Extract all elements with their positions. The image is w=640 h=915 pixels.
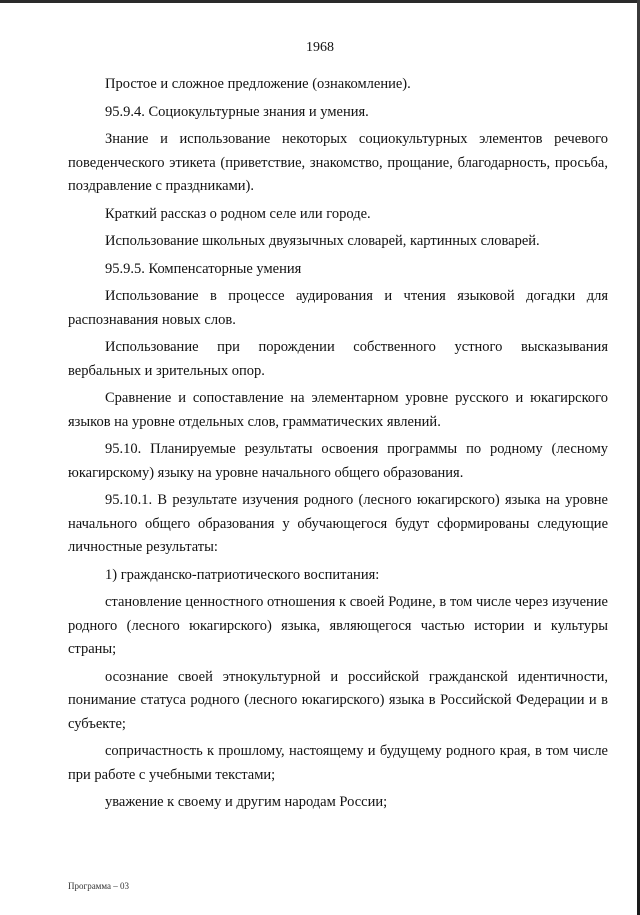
paragraph: Сравнение и сопоставление на элементарном уровне русского и юкагирского языков на уровне отдельных слов, грамматических явлений. (68, 390, 608, 430)
paragraph: 95.10.1. В результате изучения родного (лесного юкагирского) языка на уровне начального общего образования у обучающегося будут сформированы следующие личностные результаты: (68, 492, 608, 555)
list-item: сопричастность к прошлому, настоящему и будущему родного края, в том числе при работе с учебными текстами; (68, 743, 608, 783)
paragraph: Использование в процессе аудирования и чтения языковой догадки для распознавания новых слов. (68, 288, 608, 328)
footer-document-code: Программа – 03 (68, 881, 130, 891)
paragraph: Знание и использование некоторых социокультурных элементов речевого поведенческого этикета (приветствие, знакомство, прощание, благодарность, просьба, поздравление с праздниками). (68, 131, 608, 194)
paragraph: Простое и сложное предложение (ознакомление). (105, 76, 411, 92)
section-heading: 95.10. Планируемые результаты освоения программы по родному (лесному юкагирскому) языку на уровне начального общего образования. (68, 441, 608, 481)
list-heading: 1) гражданско-патриотического воспитания: (105, 566, 380, 583)
section-heading: 95.9.5. Компенсаторные умения (105, 260, 302, 277)
paragraph: Использование школьных двуязычных словарей, картинных словарей. (105, 233, 540, 249)
list-item: становление ценностного отношения к своей Родине, в том числе через изучение родного (лесного юкагирского) языка, являющегося частью истории и культуры страны; (68, 594, 608, 657)
list-item: осознание своей этнокультурной и российской гражданской идентичности, понимание статуса родного (лесного юкагирского) языка в Российской Федерации и в субъекте; (68, 668, 608, 732)
page-number: 1968 (306, 40, 334, 55)
section-heading: 95.9.4. Социокультурные знания и умения. (105, 103, 369, 120)
document-body (68, 73, 608, 819)
scan-edge-top (0, 0, 640, 3)
list-item: уважение к своему и другим народам России; (105, 794, 388, 810)
paragraph: Краткий рассказ о родном селе или городе. (105, 205, 371, 222)
paragraph: Использование при порождении собственного устного высказывания вербальных и зрительных опор. (68, 339, 608, 379)
